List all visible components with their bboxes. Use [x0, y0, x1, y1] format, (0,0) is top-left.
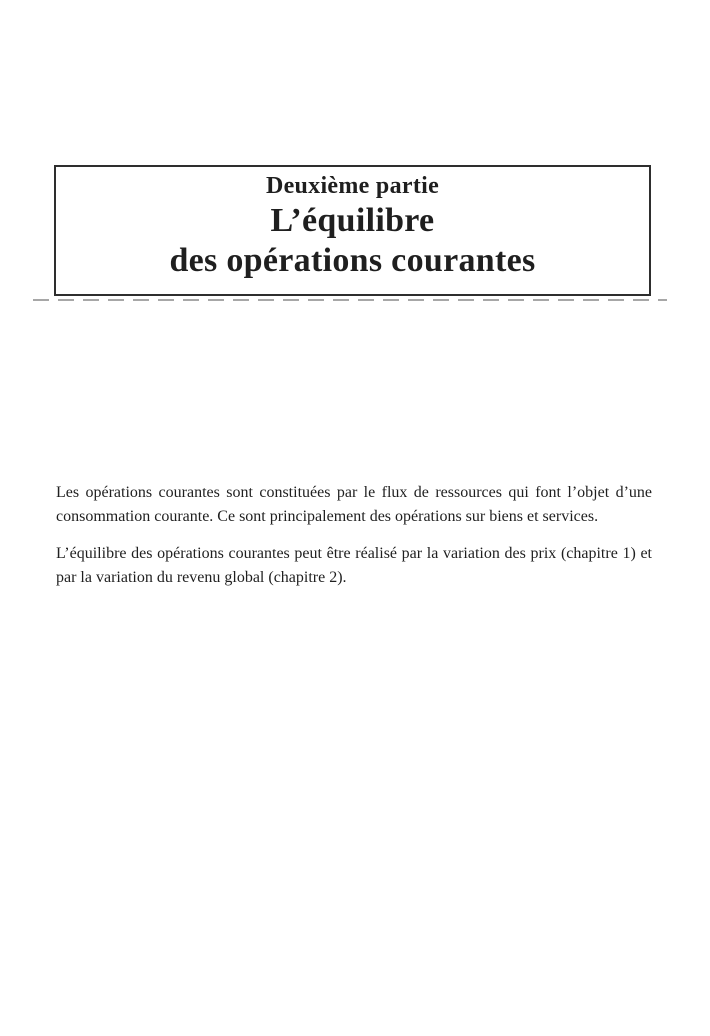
scan-artifact-dashed-line: [33, 299, 667, 301]
paragraph-intro: Les opérations courantes sont constituées par le flux de ressources qui font l’objet d’une consommation courante. Ce sont principalement des opérations sur biens et services.: [56, 484, 652, 525]
part-title-line-2: des opérations courantes: [169, 242, 536, 279]
body-text-block: [56, 481, 652, 589]
part-title-line-1: L’équilibre: [270, 202, 435, 239]
part-title-box: [54, 165, 651, 296]
paragraph-chapters: L’équilibre des opérations courantes peut être réalisé par la variation des prix (chapitre 1) et par la variation du revenu global (chapitre 2).: [56, 545, 652, 586]
part-kicker: Deuxième partie: [265, 173, 440, 199]
